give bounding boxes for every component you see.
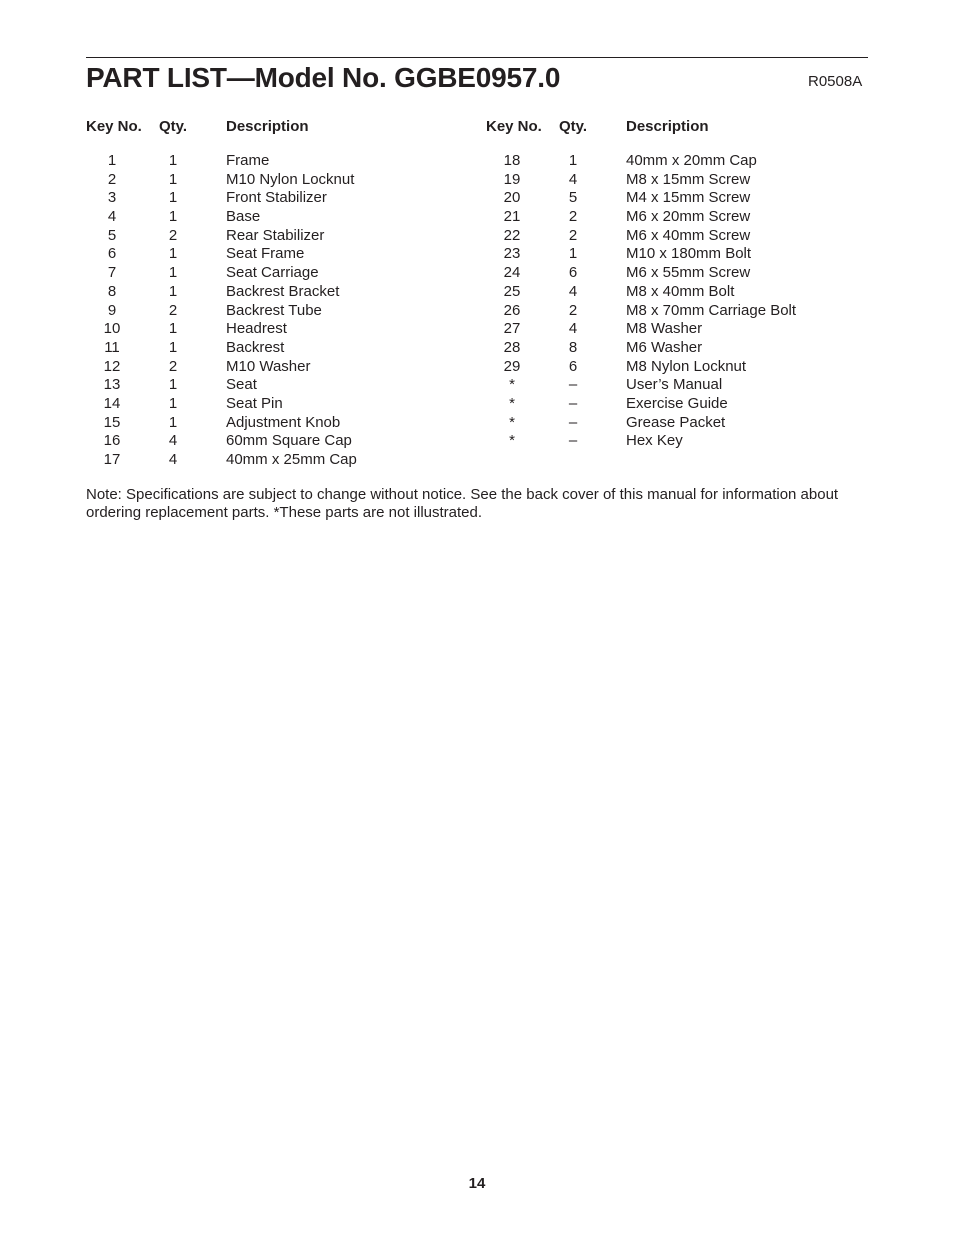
part-description: Grease Packet xyxy=(626,413,726,431)
table-row xyxy=(86,320,466,339)
table-row xyxy=(486,245,866,264)
key-number: 27 xyxy=(503,320,521,338)
quantity: 1 xyxy=(168,264,178,282)
part-description: 40mm x 25mm Cap xyxy=(226,451,357,468)
quantity: 1 xyxy=(168,245,178,263)
table-row xyxy=(86,189,466,208)
key-number: 3 xyxy=(107,189,117,207)
parts-table-right xyxy=(486,118,866,450)
key-number: 17 xyxy=(103,451,121,468)
key-number: 9 xyxy=(107,301,117,319)
key-number: 7 xyxy=(107,264,117,282)
key-number: 22 xyxy=(503,226,521,244)
part-description: M10 Washer xyxy=(226,357,311,375)
quantity: 1 xyxy=(168,338,178,356)
key-number: 29 xyxy=(503,357,521,375)
table-row xyxy=(486,432,866,451)
key-number: 23 xyxy=(503,245,521,263)
table-row xyxy=(86,227,466,246)
quantity: 1 xyxy=(168,376,178,394)
table-row xyxy=(486,171,866,190)
quantity: 2 xyxy=(568,301,578,319)
table-row xyxy=(86,302,466,321)
table-row xyxy=(86,283,466,302)
part-description: M10 x 180mm Bolt xyxy=(626,245,752,263)
table-row xyxy=(86,152,466,171)
quantity: 4 xyxy=(568,170,578,188)
part-description: Hex Key xyxy=(626,432,683,450)
key-number: * xyxy=(509,394,515,412)
key-number: 12 xyxy=(103,357,121,375)
part-description: M8 x 70mm Carriage Bolt xyxy=(626,301,797,319)
part-description: Headrest xyxy=(226,320,287,338)
parts-table-left xyxy=(86,118,466,468)
key-number: 18 xyxy=(503,152,521,169)
part-description: Seat xyxy=(226,376,257,394)
part-description: M10 Nylon Locknut xyxy=(226,170,355,188)
table-row xyxy=(86,358,466,377)
part-description: M8 Washer xyxy=(626,320,703,338)
table-row xyxy=(486,339,866,358)
quantity: 1 xyxy=(168,189,178,207)
part-description: Seat Frame xyxy=(226,245,305,263)
table-row xyxy=(486,208,866,227)
header-description: Description xyxy=(626,118,709,135)
quantity: 4 xyxy=(168,432,178,450)
quantity: 2 xyxy=(568,226,578,244)
quantity: – xyxy=(568,376,578,394)
key-number: 1 xyxy=(107,152,117,169)
quantity: 2 xyxy=(168,301,178,319)
quantity: 6 xyxy=(568,264,578,282)
key-number: 19 xyxy=(503,170,521,188)
quantity: – xyxy=(568,413,578,431)
part-description: M8 x 15mm Screw xyxy=(626,170,751,188)
part-description: Backrest xyxy=(226,338,285,356)
document-code: R0508A xyxy=(808,73,863,90)
part-description: M6 Washer xyxy=(626,338,703,356)
table-row xyxy=(486,358,866,377)
quantity: 1 xyxy=(168,413,178,431)
part-description: Exercise Guide xyxy=(626,394,728,412)
key-number: 26 xyxy=(503,301,521,319)
table-row xyxy=(86,414,466,433)
part-description: M8 Nylon Locknut xyxy=(626,357,747,375)
page-title: PART LIST—Model No. GGBE0957.0 xyxy=(86,62,561,93)
part-description: Rear Stabilizer xyxy=(226,226,325,244)
table-row xyxy=(86,451,466,470)
parts-rows xyxy=(86,152,466,470)
key-number: 16 xyxy=(103,432,121,450)
table-row xyxy=(486,283,866,302)
parts-rows xyxy=(486,152,866,451)
key-number: 11 xyxy=(104,338,120,356)
quantity: 1 xyxy=(168,394,178,412)
part-description: M8 x 40mm Bolt xyxy=(626,282,735,300)
header-qty: Qty. xyxy=(159,118,188,135)
table-row xyxy=(486,414,866,433)
table-row xyxy=(486,264,866,283)
table-header xyxy=(86,118,466,136)
quantity: 8 xyxy=(568,338,578,356)
part-description: Seat Carriage xyxy=(226,264,319,282)
quantity: 1 xyxy=(568,152,578,169)
quantity: 1 xyxy=(568,245,578,263)
part-description: M4 x 15mm Screw xyxy=(626,189,751,207)
part-description: Front Stabilizer xyxy=(226,189,327,207)
header-key-no: Key No. xyxy=(86,118,142,135)
part-description: Frame xyxy=(226,152,270,169)
quantity: 2 xyxy=(168,226,178,244)
quantity: 1 xyxy=(168,170,178,188)
quantity: 4 xyxy=(568,320,578,338)
key-number: 15 xyxy=(103,413,121,431)
key-number: 14 xyxy=(103,394,121,412)
table-row xyxy=(486,152,866,171)
key-number: * xyxy=(509,413,515,431)
key-number: * xyxy=(509,376,515,394)
quantity: 1 xyxy=(168,208,178,226)
table-row xyxy=(486,227,866,246)
quantity: 1 xyxy=(168,282,178,300)
key-number: 4 xyxy=(107,208,117,226)
quantity: 4 xyxy=(168,451,178,468)
table-row xyxy=(86,208,466,227)
key-number: 5 xyxy=(107,226,117,244)
part-description: 60mm Square Cap xyxy=(226,432,352,450)
table-row xyxy=(486,376,866,395)
key-number: * xyxy=(509,432,515,450)
quantity: 5 xyxy=(568,189,578,207)
part-description: User’s Manual xyxy=(626,376,723,394)
table-header xyxy=(486,118,866,136)
key-number: 28 xyxy=(503,338,521,356)
part-description: Seat Pin xyxy=(226,394,283,412)
table-row xyxy=(86,376,466,395)
table-row xyxy=(86,339,466,358)
part-description: Backrest Tube xyxy=(226,301,322,319)
quantity: – xyxy=(568,394,578,412)
top-rule xyxy=(86,57,868,58)
key-number: 20 xyxy=(503,189,521,207)
part-description: Backrest Bracket xyxy=(226,282,340,300)
key-number: 6 xyxy=(107,245,117,263)
table-row xyxy=(86,171,466,190)
part-description: M6 x 55mm Screw xyxy=(626,264,751,282)
header-description: Description xyxy=(226,118,309,135)
part-description: Adjustment Knob xyxy=(226,413,341,431)
table-row xyxy=(486,302,866,321)
quantity: 1 xyxy=(168,320,178,338)
quantity: 4 xyxy=(568,282,578,300)
key-number: 13 xyxy=(103,376,121,394)
table-row xyxy=(486,320,866,339)
table-row xyxy=(86,245,466,264)
specifications-note: Note: Specifications are subject to change without notice. See the back cover of this manual for information about ordering replacement parts. *These parts are not illustrated. xyxy=(86,486,839,521)
key-number: 24 xyxy=(503,264,521,282)
header-key-no: Key No. xyxy=(486,118,542,135)
page-number: 14 xyxy=(468,1175,486,1192)
quantity: 6 xyxy=(568,357,578,375)
quantity: – xyxy=(568,432,578,450)
part-description: Base xyxy=(226,208,261,226)
part-description: M6 x 40mm Screw xyxy=(626,226,751,244)
quantity: 2 xyxy=(568,208,578,226)
header-qty: Qty. xyxy=(559,118,588,135)
quantity: 1 xyxy=(168,152,178,169)
key-number: 21 xyxy=(503,208,521,226)
key-number: 8 xyxy=(107,282,117,300)
table-row xyxy=(486,189,866,208)
part-description: 40mm x 20mm Cap xyxy=(626,152,757,169)
key-number: 10 xyxy=(103,320,121,338)
key-number: 2 xyxy=(107,170,117,188)
table-row xyxy=(86,395,466,414)
table-row xyxy=(86,264,466,283)
quantity: 2 xyxy=(168,357,178,375)
key-number: 25 xyxy=(503,282,521,300)
table-row xyxy=(486,395,866,414)
part-description: M6 x 20mm Screw xyxy=(626,208,751,226)
table-row xyxy=(86,432,466,451)
